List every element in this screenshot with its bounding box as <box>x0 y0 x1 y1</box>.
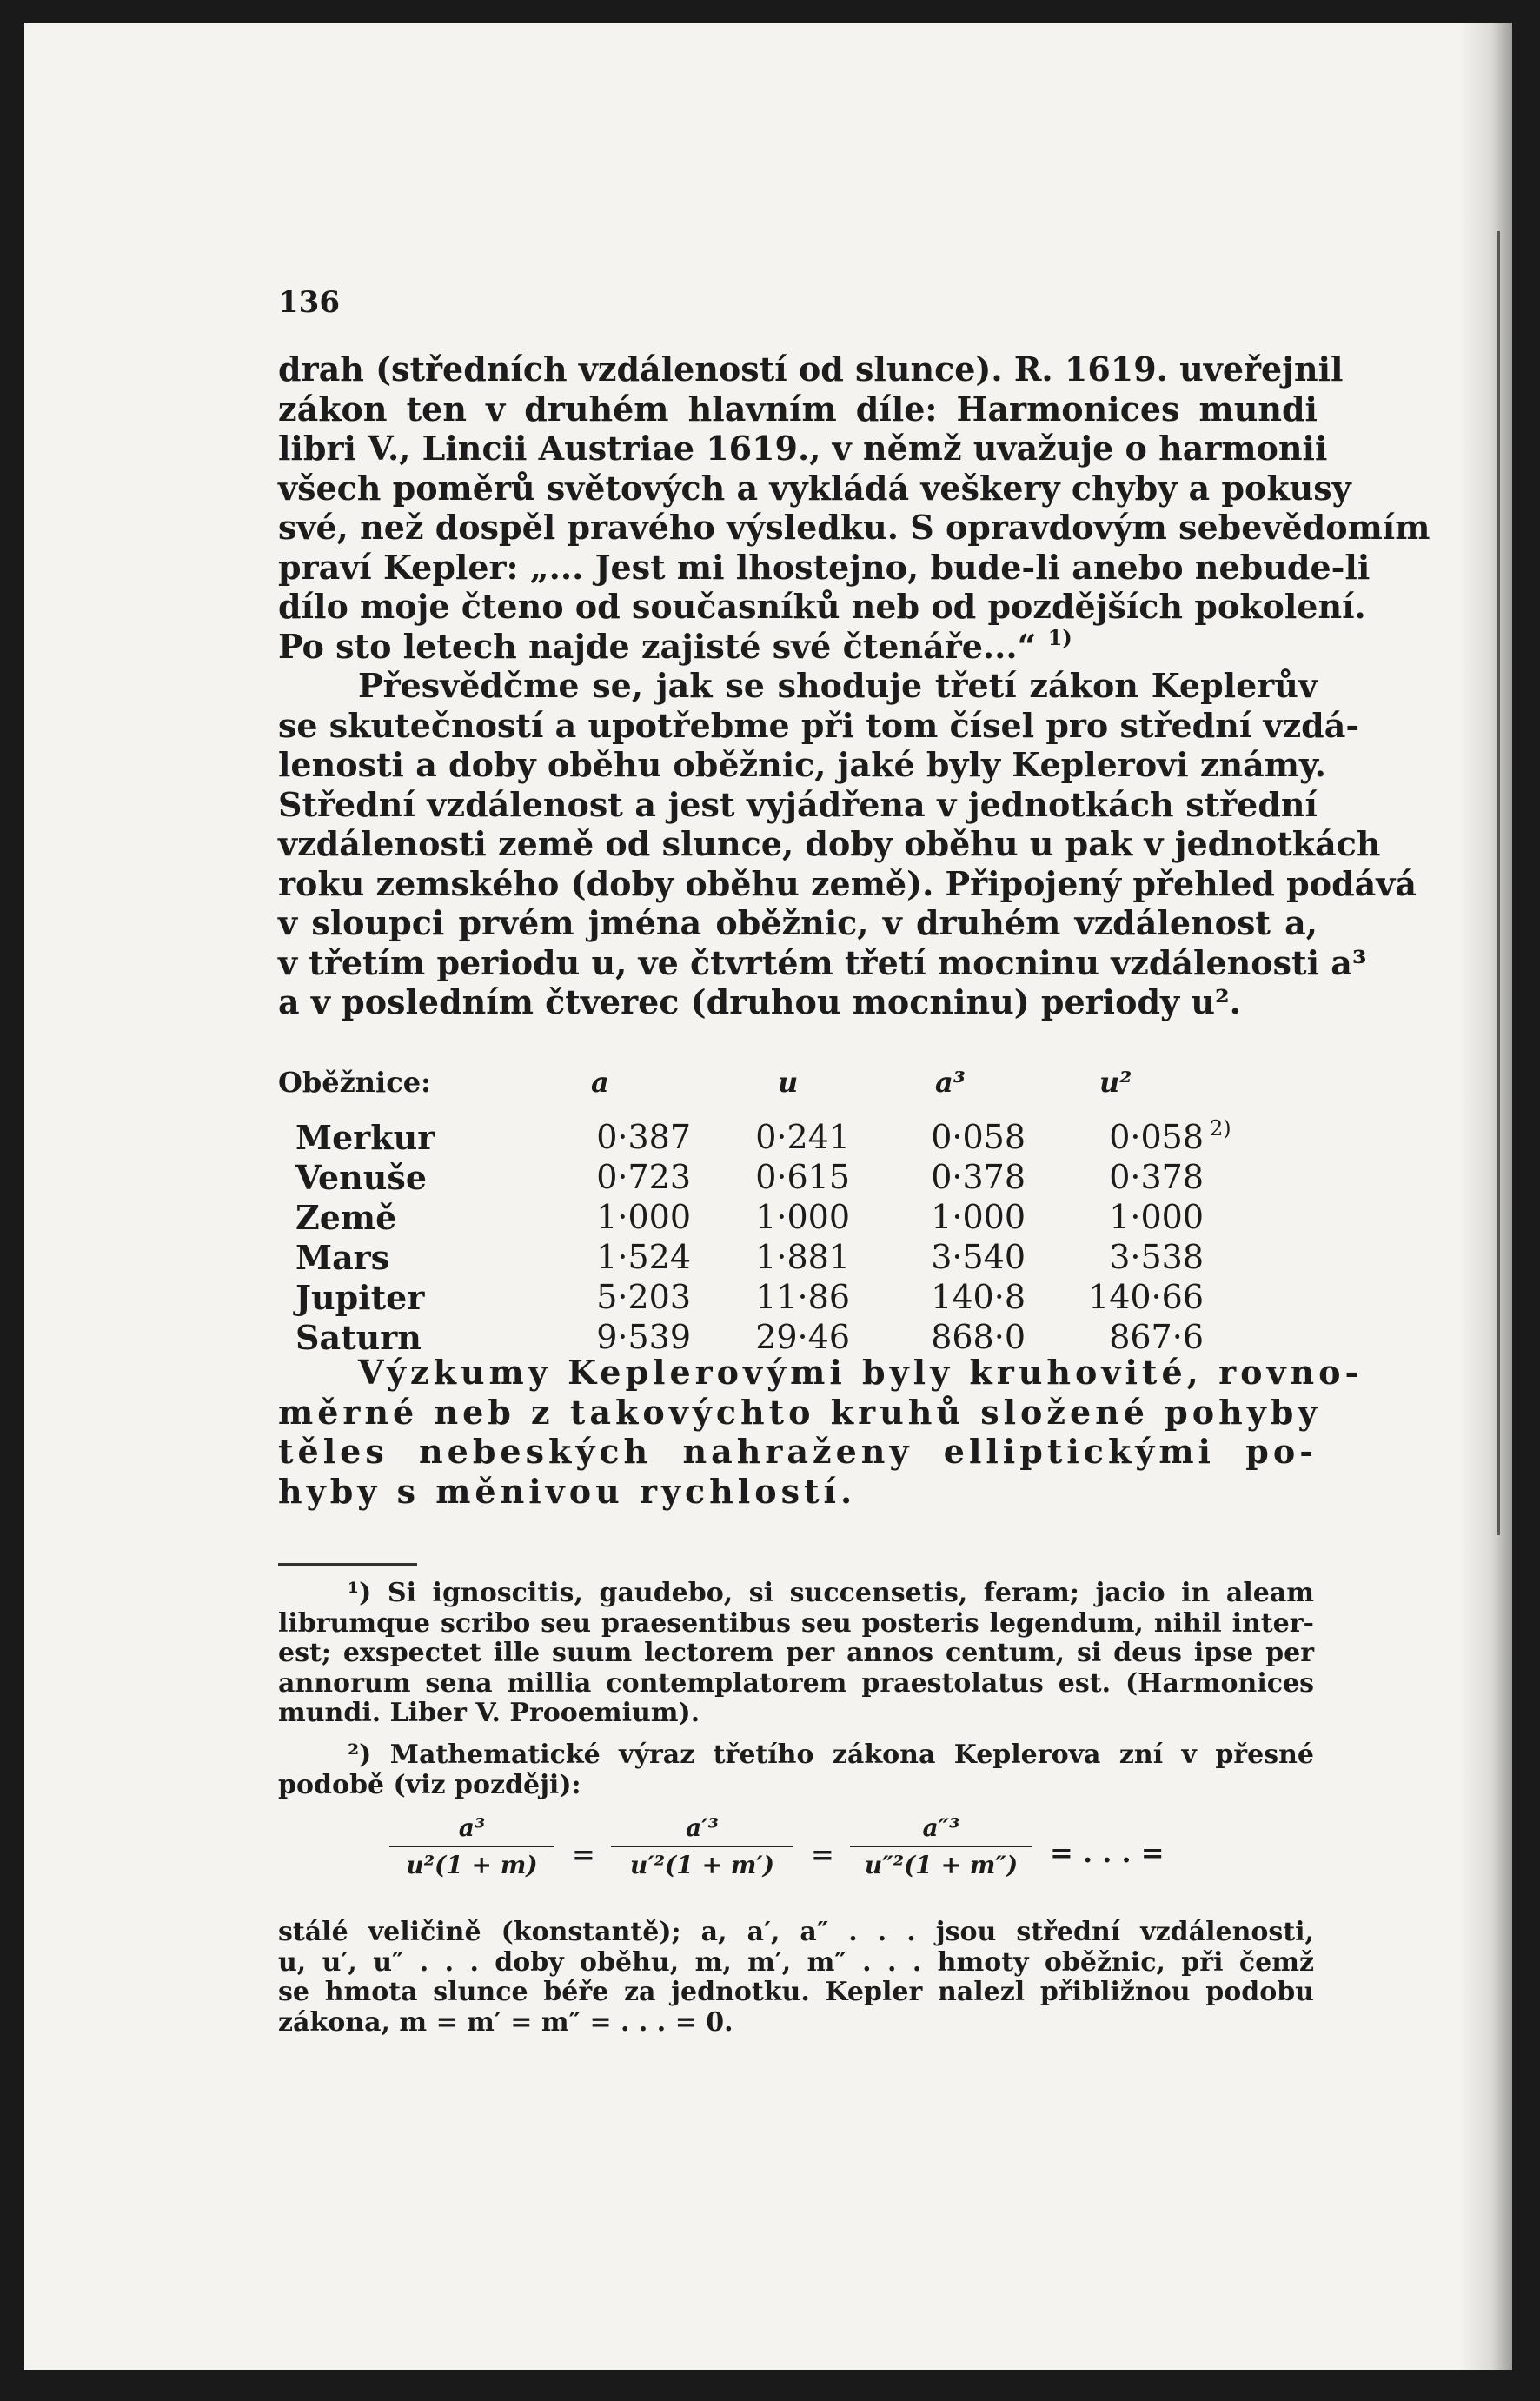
header-planets: Oběžnice: <box>278 1066 431 1099</box>
text-line: Výzkumy Keplerovými byly kruhovité, rovno- <box>358 1353 1364 1392</box>
table-row <box>278 1158 1304 1198</box>
denominator: u²(1 + m) <box>389 1846 554 1879</box>
text-line: Střední vzdálenost a jest vyjádřena v jednotkách střední <box>278 784 1318 824</box>
text-line: v sloupci prvém jména oběžnic, v druhém vzdálenost a, <box>278 903 1318 942</box>
text-line: měrné neb z takovýchto kruhů složené pohyby <box>278 1392 1322 1432</box>
text-line: v třetím periodu u, ve čtvrtém třetí mocninu vzdálenosti a³ <box>278 942 1367 982</box>
text-line: lenosti a doby oběhu oběžnic, jaké byly Keplerovi známy. <box>278 745 1326 784</box>
paragraph-2 <box>278 666 1417 1022</box>
planet-name: Jupiter <box>295 1278 425 1317</box>
cell-a: 0·723 <box>596 1158 691 1196</box>
cell-a: 0·387 <box>596 1118 691 1156</box>
cell-a3: 1·000 <box>931 1198 1026 1236</box>
book-page <box>24 23 1512 2370</box>
denominator: u″²(1 + m″) <box>850 1846 1032 1879</box>
footnote-2-rest <box>278 1918 1314 2038</box>
cell-u2: 1·000 <box>1109 1198 1204 1236</box>
header-u: u <box>778 1066 799 1099</box>
footnote-2-intro <box>278 1740 1314 1800</box>
cell-a: 5·203 <box>596 1278 691 1316</box>
planet-name: Merkur <box>295 1118 435 1157</box>
equals-ellipsis: = . . . = <box>1050 1836 1165 1869</box>
footnote-ref-2: 2) <box>1210 1116 1231 1141</box>
text-line: drah (středních vzdáleností od slunce). R. 1619. uveřejnil <box>278 349 1344 389</box>
fraction-2 <box>611 1813 793 1879</box>
table-header <box>278 1066 1304 1111</box>
note-line: zákona, m = m′ = m″ = . . . = 0. <box>278 2006 733 2038</box>
text-line: se skutečností a upotřebme při tom čísel pro střední vzdá- <box>278 705 1360 745</box>
text-line: své, než dospěl pravého výsledku. S opravdovým sebevědomím <box>278 508 1430 547</box>
numerator: a″³ <box>922 1813 960 1842</box>
text-line <box>278 624 1318 667</box>
kepler-formula <box>389 1813 1215 1892</box>
cell-a3: 0·058 <box>931 1118 1026 1156</box>
cell-a3: 0·378 <box>931 1158 1026 1196</box>
table-row <box>278 1198 1304 1238</box>
text-line: a v posledním čtverec (druhou mocninu) periody u². <box>278 982 1241 1021</box>
table-row <box>278 1118 1304 1158</box>
planet-name: Venuše <box>295 1158 427 1197</box>
fraction-1 <box>389 1813 554 1879</box>
text-line: zákon ten v druhém hlavním díle: Harmonices mundi <box>278 389 1318 429</box>
quote-end: Po sto letech najde zajisté své čtenáře...“ <box>278 626 1037 666</box>
cell-u2: 867·6 <box>1109 1318 1204 1356</box>
page-edge-shadow <box>1460 23 1512 2370</box>
text-line: všech poměrů světových a vykládá veškery chyby a pokusy <box>278 468 1351 508</box>
table-row <box>278 1278 1304 1318</box>
cell-a: 1·524 <box>596 1238 691 1276</box>
cell-u: 29·46 <box>755 1318 850 1356</box>
note-line: u, u′, u″ . . . doby oběhu, m, m′, m″ . . . hmoty oběžnic, při čemž <box>278 1946 1314 1978</box>
footnote-ref-1: 1) <box>1047 624 1072 650</box>
text-line: hyby s měnivou rychlostí. <box>278 1471 857 1511</box>
note-line: mundi. Liber V. Prooemium). <box>278 1698 700 1728</box>
cell-u: 11·86 <box>755 1278 850 1316</box>
cell-a3: 868·0 <box>931 1318 1026 1356</box>
note-line: ²) Mathematické výraz třetího zákona Keplerova zní v přesné <box>348 1739 1314 1770</box>
cell-u2: 140·66 <box>1088 1278 1204 1316</box>
cell-u2: 0·378 <box>1109 1158 1204 1196</box>
text-line: dílo moje čteno od současníků neb od pozdějších pokolení. <box>278 587 1366 626</box>
page-edge-line <box>1497 231 1500 1535</box>
paragraph-3 <box>278 1353 1364 1511</box>
cell-a3: 140·8 <box>931 1278 1026 1316</box>
header-u-squared: u² <box>1099 1066 1132 1099</box>
note-line: ¹) Si ignoscitis, gaudebo, si succensetis, feram; jacio in aleam <box>348 1578 1314 1608</box>
equals-sign: = <box>572 1838 595 1871</box>
table-row <box>278 1238 1304 1278</box>
planet-name: Země <box>295 1198 397 1237</box>
planet-name: Mars <box>295 1238 390 1277</box>
cell-a: 1·000 <box>596 1198 691 1236</box>
planet-name: Saturn <box>295 1318 422 1357</box>
note-line: librumque scribo seu praesentibus seu posteris legendum, nihil inter- <box>278 1607 1314 1639</box>
cell-u2: 0·058 <box>1109 1118 1204 1156</box>
paragraph-1 <box>278 349 1430 666</box>
cell-u: 0·615 <box>755 1158 850 1196</box>
cell-u: 0·241 <box>755 1118 850 1156</box>
cell-u2: 3·538 <box>1109 1238 1204 1276</box>
note-line: podobě (viz později): <box>278 1769 581 1800</box>
note-line: se hmota slunce béře za jednotku. Kepler nalezl přibližnou podobu <box>278 1977 1314 2007</box>
footnote-divider <box>278 1563 417 1566</box>
cell-a3: 3·540 <box>931 1238 1026 1276</box>
cell-u: 1·000 <box>755 1198 850 1236</box>
planet-table <box>278 1066 1304 1357</box>
note-line: est; exspectet ille suum lectorem per annos centum, si deus ipse per <box>278 1638 1314 1668</box>
numerator: a³ <box>458 1813 486 1842</box>
denominator: u′²(1 + m′) <box>611 1846 793 1879</box>
fraction-3 <box>850 1813 1032 1879</box>
footnote-1 <box>278 1579 1314 1729</box>
text-line: praví Kepler: „... Jest mi lhostejno, bude-li anebo nebude-li <box>278 547 1371 587</box>
cell-u: 1·881 <box>755 1238 850 1276</box>
note-line: annorum sena millia contemplatorem praestolatus est. (Harmonices <box>278 1667 1314 1699</box>
text-line: roku zemského (doby oběhu země). Připojený přehled podává <box>278 863 1417 903</box>
text-line: těles nebeských nahraženy elliptickými po- <box>278 1432 1318 1471</box>
numerator: a′³ <box>686 1813 719 1842</box>
page-number: 136 <box>278 285 340 320</box>
header-a: a <box>591 1066 609 1099</box>
equals-sign: = <box>811 1838 834 1871</box>
text-line: Přesvědčme se, jak se shoduje třetí zákon Keplerův <box>358 666 1318 705</box>
note-line: stálé veličině (konstantě); a, a′, a″ . . . jsou střední vzdálenosti, <box>278 1917 1314 1947</box>
header-a-cubed: a³ <box>935 1066 966 1099</box>
text-line: vzdálenosti země od slunce, doby oběhu u pak v jednotkách <box>278 824 1381 863</box>
cell-a: 9·539 <box>596 1318 691 1356</box>
text-line: libri V., Lincii Austriae 1619., v němž uvažuje o harmonii <box>278 429 1328 468</box>
